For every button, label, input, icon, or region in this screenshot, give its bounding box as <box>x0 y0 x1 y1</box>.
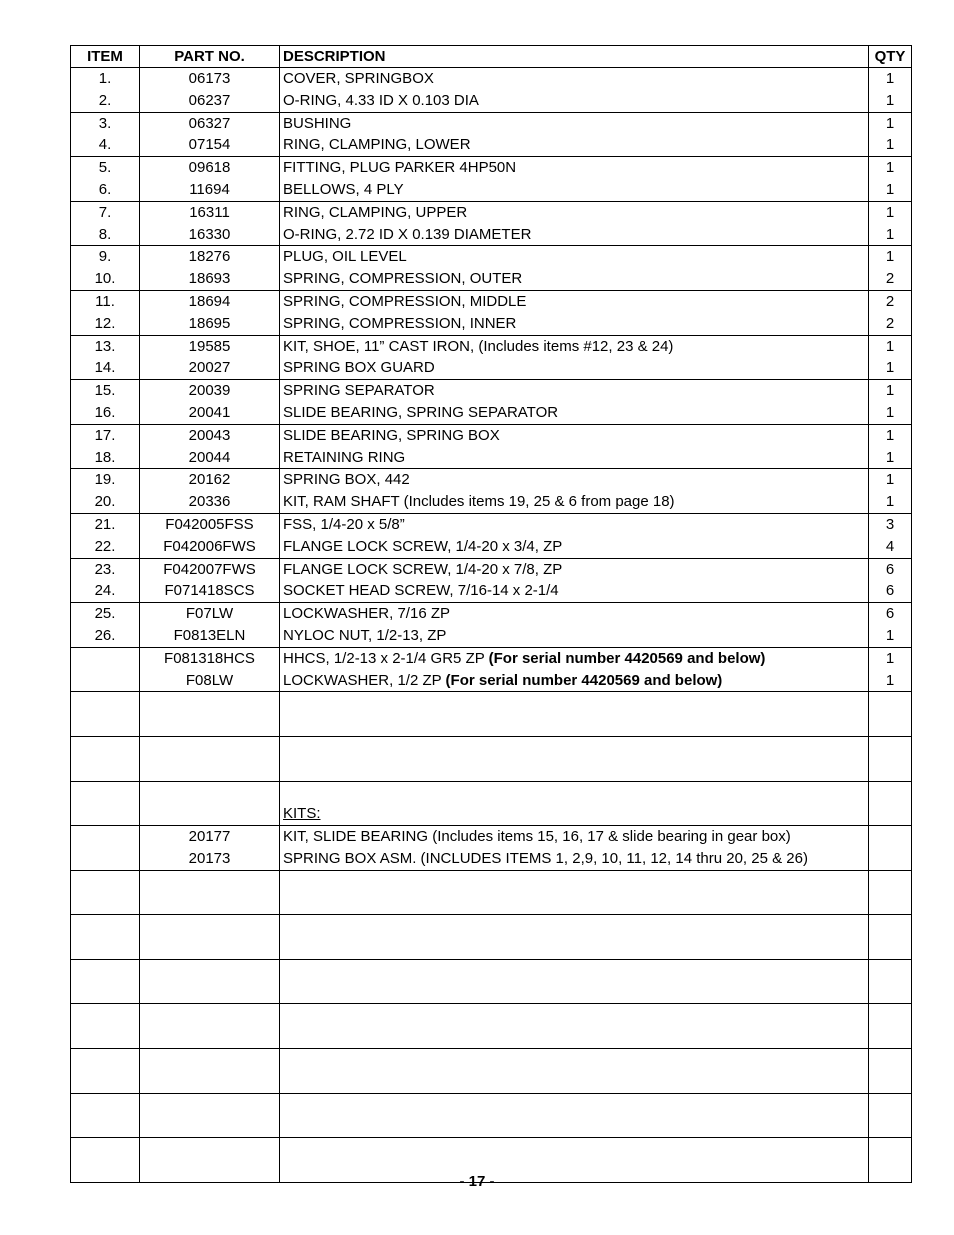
part-no-cell: 20336 <box>140 491 280 513</box>
part-no-cell: F042005FSS <box>140 513 280 535</box>
table-row <box>71 424 912 446</box>
serial-note: (For serial number 4420569 and below) <box>488 649 766 667</box>
description-cell <box>280 357 869 379</box>
item-cell <box>71 759 140 781</box>
description-cell <box>280 714 869 736</box>
page-number: - 17 - <box>459 1173 495 1190</box>
description-cell <box>280 692 869 714</box>
table-row <box>71 781 912 803</box>
item-cell: 10. <box>71 268 140 290</box>
part-no-cell: 19585 <box>140 335 280 357</box>
part-no-cell <box>140 1093 280 1115</box>
table-row <box>71 892 912 914</box>
description-cell <box>280 1093 869 1115</box>
table-row <box>71 826 912 848</box>
part-no-cell <box>140 803 280 825</box>
qty-cell: 6 <box>869 603 912 625</box>
description-cell <box>280 937 869 959</box>
part-no-cell: 20177 <box>140 826 280 848</box>
item-cell <box>71 714 140 736</box>
item-cell: 12. <box>71 313 140 335</box>
item-cell: 26. <box>71 625 140 647</box>
part-no-cell: 18693 <box>140 268 280 290</box>
description-cell <box>280 447 869 469</box>
part-no-cell <box>140 736 280 758</box>
item-cell <box>71 826 140 848</box>
qty-cell: 1 <box>869 670 912 692</box>
description-cell <box>280 313 869 335</box>
description-text: SOCKET HEAD SCREW, 7/16-14 x 2-1/4 <box>283 582 559 600</box>
part-no-cell: 18276 <box>140 246 280 268</box>
table-row <box>71 224 912 246</box>
item-cell <box>71 1071 140 1093</box>
item-cell <box>71 803 140 825</box>
description-cell <box>280 134 869 156</box>
description-text: LOCKWASHER, 7/16 ZP <box>283 605 450 623</box>
item-cell <box>71 1026 140 1048</box>
table-row <box>71 1026 912 1048</box>
table-row <box>71 536 912 558</box>
description-cell <box>280 736 869 758</box>
part-no-cell: 20044 <box>140 447 280 469</box>
description-text: KIT, SLIDE BEARING (Includes items 15, 16, 17 & slide bearing in gear box) <box>283 828 791 846</box>
item-cell <box>71 959 140 981</box>
part-no-cell <box>140 1071 280 1093</box>
item-cell: 20. <box>71 491 140 513</box>
qty-cell: 1 <box>869 625 912 647</box>
description-text: SLIDE BEARING, SPRING BOX <box>283 426 500 444</box>
qty-cell <box>869 803 912 825</box>
header-qty: QTY <box>869 46 912 68</box>
description-cell <box>280 580 869 602</box>
item-cell <box>71 870 140 892</box>
description-text: KIT, RAM SHAFT (Includes items 19, 25 & 6 from page 18) <box>283 493 675 511</box>
item-cell: 13. <box>71 335 140 357</box>
description-cell <box>280 224 869 246</box>
description-text: COVER, SPRINGBOX <box>283 70 434 87</box>
item-cell: 19. <box>71 469 140 491</box>
qty-cell: 1 <box>869 246 912 268</box>
part-no-cell: 06173 <box>140 68 280 90</box>
qty-cell <box>869 736 912 758</box>
description-text: PLUG, OIL LEVEL <box>283 248 407 266</box>
qty-cell: 1 <box>869 224 912 246</box>
description-cell <box>280 469 869 491</box>
description-text: SPRING BOX GUARD <box>283 359 435 377</box>
description-text: SPRING BOX ASM. (INCLUDES ITEMS 1, 2,9, 10, 11, 12, 14 thru 20, 25 & 26) <box>283 849 808 867</box>
table-row <box>71 513 912 535</box>
table-row <box>71 937 912 959</box>
qty-cell <box>869 1138 912 1160</box>
part-no-cell <box>140 759 280 781</box>
description-cell <box>280 558 869 580</box>
description-text: FLANGE LOCK SCREW, 1/4-20 x 7/8, ZP <box>283 560 563 578</box>
item-cell <box>71 892 140 914</box>
part-no-cell: F08LW <box>140 670 280 692</box>
table-row <box>71 1115 912 1137</box>
description-cell <box>280 959 869 981</box>
table-row <box>71 1004 912 1026</box>
description-text: SPRING, COMPRESSION, INNER <box>283 314 517 332</box>
part-no-cell <box>140 1004 280 1026</box>
qty-cell: 1 <box>869 201 912 223</box>
table-row <box>71 759 912 781</box>
table-row <box>71 290 912 312</box>
description-cell <box>280 201 869 223</box>
description-cell <box>280 781 869 803</box>
table-row <box>71 603 912 625</box>
description-cell <box>280 513 869 535</box>
part-no-cell: F081318HCS <box>140 647 280 669</box>
table-row <box>71 848 912 870</box>
part-no-cell: 16311 <box>140 201 280 223</box>
description-cell <box>280 335 869 357</box>
table-row <box>71 112 912 134</box>
table-row <box>71 870 912 892</box>
description-text: KIT, SHOE, 11” CAST IRON, (Includes items #12, 23 & 24) <box>283 337 674 355</box>
header-description: DESCRIPTION <box>280 46 869 68</box>
description-text: BELLOWS, 4 PLY <box>283 180 404 198</box>
description-cell <box>280 759 869 781</box>
part-no-cell <box>140 1138 280 1160</box>
qty-cell: 1 <box>869 380 912 402</box>
table-row <box>71 246 912 268</box>
qty-cell <box>869 870 912 892</box>
item-cell: 17. <box>71 424 140 446</box>
description-text: SPRING, COMPRESSION, MIDDLE <box>283 292 527 310</box>
qty-cell <box>869 848 912 870</box>
description-cell <box>280 848 869 870</box>
table-row <box>71 90 912 112</box>
part-no-cell: F07LW <box>140 603 280 625</box>
qty-cell <box>869 1004 912 1026</box>
description-cell <box>280 982 869 1004</box>
description-text: RETAINING RING <box>283 448 406 466</box>
part-no-cell <box>140 982 280 1004</box>
description-text: BUSHING <box>283 114 352 132</box>
qty-cell <box>869 892 912 914</box>
part-no-cell: 20039 <box>140 380 280 402</box>
qty-cell: 4 <box>869 536 912 558</box>
part-no-cell <box>140 1115 280 1137</box>
item-cell: 22. <box>71 536 140 558</box>
table-row <box>71 179 912 201</box>
table-row <box>71 670 912 692</box>
table-row <box>71 736 912 758</box>
qty-cell <box>869 781 912 803</box>
qty-cell: 1 <box>869 157 912 179</box>
qty-cell <box>869 1026 912 1048</box>
description-text: SPRING SEPARATOR <box>283 382 435 400</box>
qty-cell: 1 <box>869 112 912 134</box>
qty-cell <box>869 826 912 848</box>
description-cell <box>280 424 869 446</box>
item-cell: 15. <box>71 380 140 402</box>
description-cell <box>280 1071 869 1093</box>
table-row <box>71 558 912 580</box>
table-row <box>71 313 912 335</box>
qty-cell <box>869 959 912 981</box>
item-cell <box>71 1004 140 1026</box>
description-text: O-RING, 2.72 ID X 0.139 DIAMETER <box>283 225 532 243</box>
qty-cell <box>869 1115 912 1137</box>
qty-cell: 1 <box>869 90 912 112</box>
part-no-cell: 18694 <box>140 290 280 312</box>
description-cell <box>280 380 869 402</box>
part-no-cell <box>140 959 280 981</box>
part-no-cell <box>140 937 280 959</box>
part-no-cell: F071418SCS <box>140 580 280 602</box>
part-no-cell: 20041 <box>140 402 280 424</box>
description-text: SPRING BOX, 442 <box>283 471 410 489</box>
serial-note: (For serial number 4420569 and below) <box>445 671 723 689</box>
description-cell <box>280 90 869 112</box>
part-no-cell: 06237 <box>140 90 280 112</box>
item-cell: 8. <box>71 224 140 246</box>
description-cell <box>280 536 869 558</box>
description-cell <box>280 1004 869 1026</box>
table-row <box>71 1138 912 1160</box>
table-row <box>71 692 912 714</box>
qty-cell: 1 <box>869 469 912 491</box>
qty-cell: 2 <box>869 268 912 290</box>
qty-cell: 1 <box>869 134 912 156</box>
table-row <box>71 1049 912 1071</box>
item-cell: 9. <box>71 246 140 268</box>
part-no-cell: 06327 <box>140 112 280 134</box>
item-cell <box>71 982 140 1004</box>
part-no-cell: 11694 <box>140 179 280 201</box>
qty-cell: 2 <box>869 290 912 312</box>
table-row <box>71 268 912 290</box>
parts-table <box>70 45 912 1183</box>
qty-cell: 6 <box>869 558 912 580</box>
qty-cell: 1 <box>869 402 912 424</box>
description-cell <box>280 625 869 647</box>
description-cell <box>280 1138 869 1160</box>
part-no-cell: 07154 <box>140 134 280 156</box>
qty-cell: 2 <box>869 313 912 335</box>
table-row <box>71 1093 912 1115</box>
description-text: FSS, 1/4-20 x 5/8” <box>283 515 405 533</box>
part-no-cell: F042006FWS <box>140 536 280 558</box>
header-item: ITEM <box>71 46 140 68</box>
description-text: RING, CLAMPING, LOWER <box>283 136 471 154</box>
qty-cell <box>869 692 912 714</box>
description-text: RING, CLAMPING, UPPER <box>283 203 468 221</box>
table-row <box>71 201 912 223</box>
qty-cell <box>869 759 912 781</box>
item-cell: 1. <box>71 68 140 90</box>
description-cell <box>280 670 869 692</box>
qty-cell: 1 <box>869 179 912 201</box>
part-no-cell: F0813ELN <box>140 625 280 647</box>
table-row <box>71 134 912 156</box>
kits-heading: KITS: <box>283 805 321 823</box>
item-cell <box>71 670 140 692</box>
qty-cell <box>869 1071 912 1093</box>
qty-cell: 1 <box>869 447 912 469</box>
qty-cell: 1 <box>869 491 912 513</box>
table-row <box>71 625 912 647</box>
part-no-cell: 09618 <box>140 157 280 179</box>
item-cell: 23. <box>71 558 140 580</box>
description-cell <box>280 1026 869 1048</box>
table-row <box>71 335 912 357</box>
qty-cell: 6 <box>869 580 912 602</box>
table-row <box>71 915 912 937</box>
part-no-cell <box>140 692 280 714</box>
part-no-cell <box>140 1026 280 1048</box>
part-no-cell: F042007FWS <box>140 558 280 580</box>
table-row <box>71 1071 912 1093</box>
qty-cell: 1 <box>869 357 912 379</box>
part-no-cell <box>140 781 280 803</box>
header-row <box>71 46 912 68</box>
part-no-cell: 20173 <box>140 848 280 870</box>
description-text: SLIDE BEARING, SPRING SEPARATOR <box>283 403 559 421</box>
table-row <box>71 647 912 669</box>
qty-cell: 1 <box>869 424 912 446</box>
description-cell <box>280 290 869 312</box>
item-cell <box>71 915 140 937</box>
item-cell: 4. <box>71 134 140 156</box>
part-no-cell <box>140 892 280 914</box>
part-no-cell <box>140 1049 280 1071</box>
table-row <box>71 714 912 736</box>
table-row <box>71 982 912 1004</box>
description-cell <box>280 1049 869 1071</box>
description-cell <box>280 870 869 892</box>
part-no-cell: 20043 <box>140 424 280 446</box>
description-text: O-RING, 4.33 ID X 0.103 DIA <box>283 91 479 109</box>
item-cell: 18. <box>71 447 140 469</box>
item-cell: 11. <box>71 290 140 312</box>
qty-cell <box>869 714 912 736</box>
table-row <box>71 447 912 469</box>
part-no-cell <box>140 915 280 937</box>
description-cell <box>280 647 869 669</box>
description-cell <box>280 157 869 179</box>
item-cell: 14. <box>71 357 140 379</box>
item-cell: 25. <box>71 603 140 625</box>
qty-cell: 1 <box>869 335 912 357</box>
item-cell <box>71 736 140 758</box>
item-cell: 2. <box>71 90 140 112</box>
description-cell <box>280 112 869 134</box>
item-cell <box>71 937 140 959</box>
item-cell: 5. <box>71 157 140 179</box>
table-row <box>71 380 912 402</box>
description-cell <box>280 179 869 201</box>
item-cell: 3. <box>71 112 140 134</box>
part-no-cell <box>140 870 280 892</box>
table-row <box>71 803 912 825</box>
description-cell <box>280 246 869 268</box>
table-row <box>71 491 912 513</box>
qty-cell <box>869 915 912 937</box>
parts-body <box>71 68 912 1183</box>
qty-cell: 3 <box>869 513 912 535</box>
table-row <box>71 469 912 491</box>
description-cell <box>280 892 869 914</box>
table-row <box>71 959 912 981</box>
description-text: NYLOC NUT, 1/2-13, ZP <box>283 626 447 644</box>
header-part-no: PART NO. <box>140 46 280 68</box>
table-row <box>71 157 912 179</box>
description-text: HHCS, 1/2-13 x 2-1/4 GR5 ZP <box>283 649 489 667</box>
qty-cell: 1 <box>869 647 912 669</box>
part-no-cell: 20027 <box>140 357 280 379</box>
table-row <box>71 357 912 379</box>
item-cell <box>71 848 140 870</box>
part-no-cell <box>140 714 280 736</box>
item-cell: 7. <box>71 201 140 223</box>
description-cell <box>280 1115 869 1137</box>
part-no-cell: 18695 <box>140 313 280 335</box>
item-cell: 24. <box>71 580 140 602</box>
description-text: SPRING, COMPRESSION, OUTER <box>283 270 523 288</box>
description-cell <box>280 402 869 424</box>
table-row <box>71 68 912 90</box>
item-cell <box>71 1093 140 1115</box>
item-cell <box>71 692 140 714</box>
description-cell <box>280 826 869 848</box>
item-cell <box>71 1049 140 1071</box>
item-cell <box>71 1115 140 1137</box>
description-text: FITTING, PLUG PARKER 4HP50N <box>283 159 517 177</box>
item-cell <box>71 1138 140 1160</box>
description-cell <box>280 68 869 90</box>
description-cell <box>280 491 869 513</box>
qty-cell <box>869 937 912 959</box>
table-row <box>71 402 912 424</box>
description-cell <box>280 803 869 825</box>
item-cell <box>71 781 140 803</box>
description-cell <box>280 268 869 290</box>
item-cell: 6. <box>71 179 140 201</box>
item-cell: 21. <box>71 513 140 535</box>
table-row <box>71 580 912 602</box>
description-cell <box>280 603 869 625</box>
qty-cell <box>869 982 912 1004</box>
description-text: LOCKWASHER, 1/2 ZP <box>283 671 446 689</box>
description-text: FLANGE LOCK SCREW, 1/4-20 x 3/4, ZP <box>283 537 563 555</box>
part-no-cell: 20162 <box>140 469 280 491</box>
qty-cell <box>869 1049 912 1071</box>
description-cell <box>280 915 869 937</box>
qty-cell: 1 <box>869 68 912 90</box>
qty-cell <box>869 1093 912 1115</box>
item-cell: 16. <box>71 402 140 424</box>
part-no-cell: 16330 <box>140 224 280 246</box>
item-cell <box>71 647 140 669</box>
